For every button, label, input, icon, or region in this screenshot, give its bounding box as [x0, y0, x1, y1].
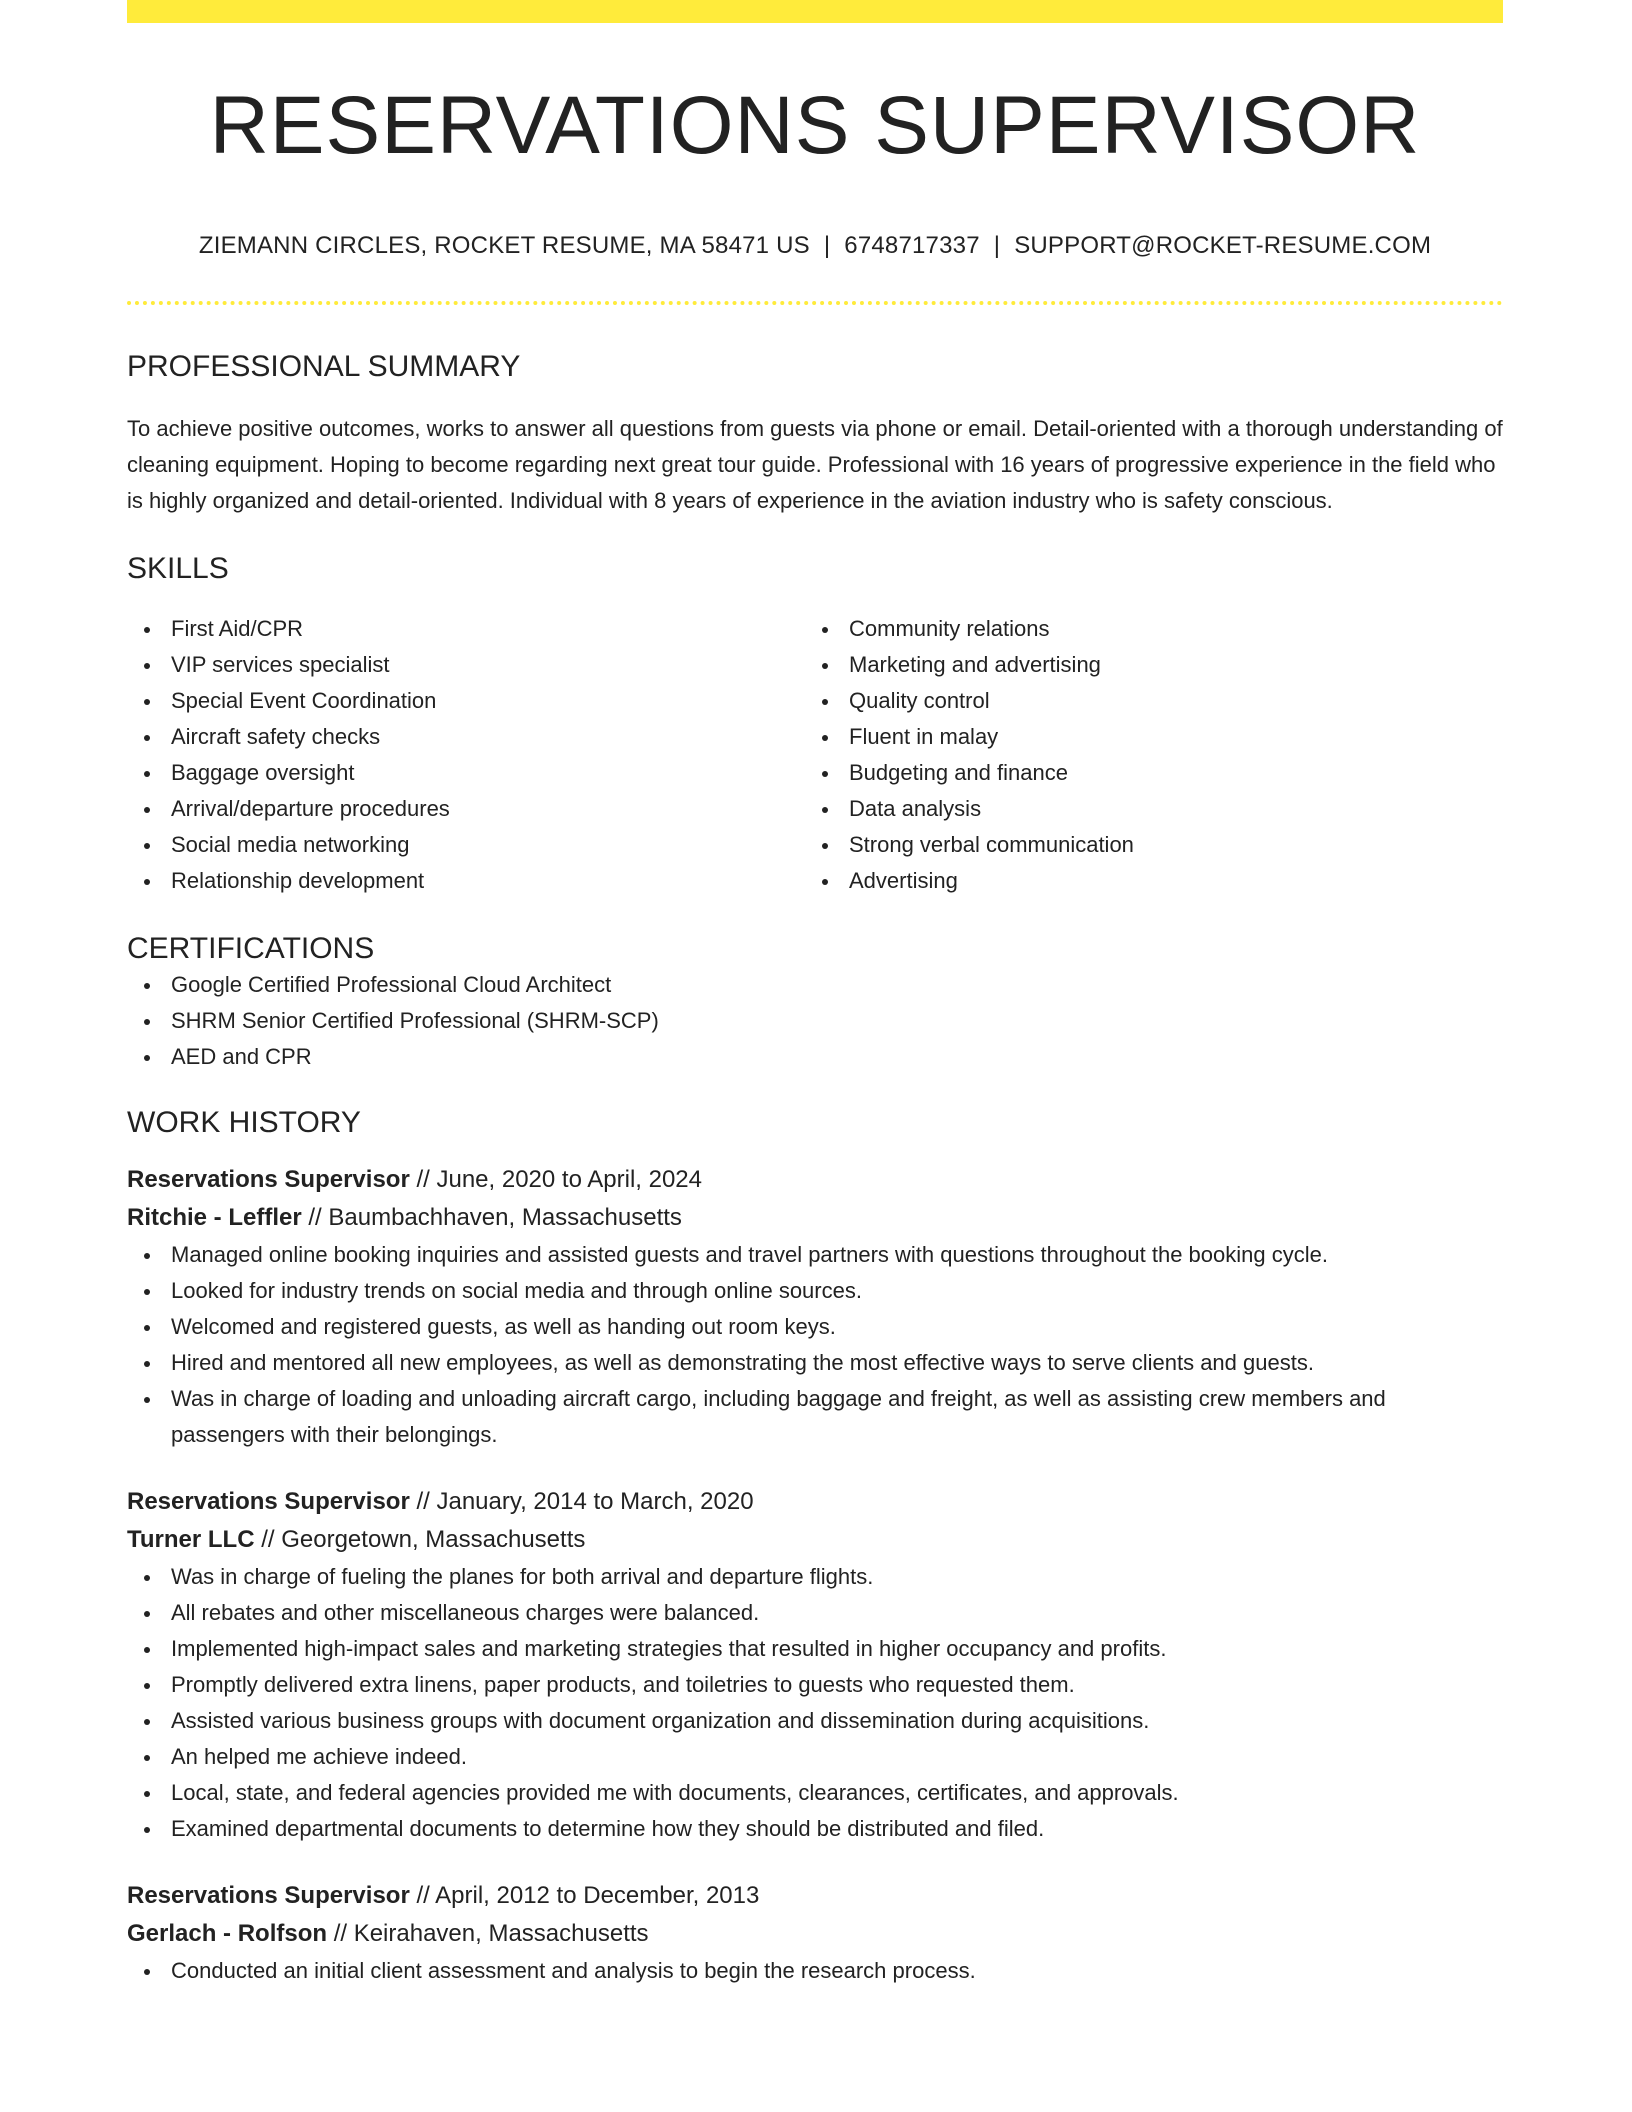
skill-item: Budgeting and finance: [805, 755, 1483, 791]
certification-item: Google Certified Professional Cloud Architect: [127, 967, 1503, 1003]
contact-phone[interactable]: 6748717337: [844, 232, 980, 259]
section-title-certifications: CERTIFICATIONS: [127, 931, 375, 965]
accent-top-bar: [127, 0, 1503, 23]
job-entry: [127, 1161, 1503, 1453]
job-role-line: [127, 1483, 1503, 1521]
job-company-line: [127, 1521, 1503, 1559]
certifications-list: [127, 967, 1503, 1075]
skill-item: Special Event Coordination: [127, 683, 805, 719]
skill-item: Strong verbal communication: [805, 827, 1483, 863]
job-dates: // January, 2014 to March, 2020: [409, 1487, 754, 1515]
skill-item: Social media networking: [127, 827, 805, 863]
summary-text: To achieve positive outcomes, works to answer all questions from guests via phone or email. Detail-oriented with a thorough understanding of cleaning equipment. Hoping to become regarding next great tour guide. Professional with 16 years of progressive experience in the field who is highly organized and detail-oriented. Individual with 8 years of experience in the aviation industry who is safety conscious.: [127, 415, 1503, 513]
job-bullet: Was in charge of loading and unloading aircraft cargo, including baggage and freight, as well as assisting crew members and passengers with their belongings.: [127, 1381, 1503, 1453]
skill-item: Baggage oversight: [127, 755, 805, 791]
job-bullet: Managed online booking inquiries and assisted guests and travel partners with questions throughout the booking cycle.: [127, 1237, 1503, 1273]
job-entry: [127, 1483, 1503, 1847]
job-company: Gerlach - Rolfson: [127, 1919, 328, 1947]
skill-item: Data analysis: [805, 791, 1483, 827]
job-bullets: [127, 1237, 1503, 1453]
certification-item: AED and CPR: [127, 1039, 1503, 1075]
skills-columns: [127, 611, 1503, 899]
skill-item: Fluent in malay: [805, 719, 1483, 755]
skill-item: First Aid/CPR: [127, 611, 805, 647]
job-company-line: [127, 1915, 1503, 1953]
skills-list-left: [127, 611, 805, 899]
job-bullets: [127, 1559, 1503, 1847]
job-location: // Georgetown, Massachusetts: [254, 1525, 586, 1553]
job-role-line: [127, 1161, 1503, 1199]
job-bullet: Conducted an initial client assessment and analysis to begin the research process.: [127, 1953, 1503, 1989]
section-title-skills: SKILLS: [127, 551, 229, 585]
job-company: Turner LLC: [127, 1525, 255, 1553]
job-bullet: Looked for industry trends on social media and through online sources.: [127, 1273, 1503, 1309]
job-location: // Baumbachhaven, Massachusetts: [301, 1203, 682, 1231]
skill-item: VIP services specialist: [127, 647, 805, 683]
job-bullet: Welcomed and registered guests, as well as handing out room keys.: [127, 1309, 1503, 1345]
job-role-line: [127, 1877, 1503, 1915]
skill-item: Community relations: [805, 611, 1483, 647]
skill-item: Arrival/departure procedures: [127, 791, 805, 827]
job-role: Reservations Supervisor: [127, 1881, 410, 1909]
job-location: // Keirahaven, Massachusetts: [327, 1919, 649, 1947]
skill-item: Aircraft safety checks: [127, 719, 805, 755]
job-bullet: Examined departmental documents to determine how they should be distributed and filed.: [127, 1811, 1503, 1847]
contact-address: ZIEMANN CIRCLES, ROCKET RESUME, MA 58471 US: [198, 232, 810, 259]
job-bullet: Assisted various business groups with document organization and dissemination during acquisitions.: [127, 1703, 1503, 1739]
resume-page: [127, 0, 1503, 1989]
resume-title: RESERVATIONS SUPERVISOR: [209, 80, 1421, 171]
job-bullets: [127, 1953, 1503, 1989]
section-title-work-history: WORK HISTORY: [127, 1105, 361, 1139]
contact-email[interactable]: SUPPORT@ROCKET-RESUME.COM: [1014, 232, 1432, 259]
skill-item: Advertising: [805, 863, 1483, 899]
certification-item: SHRM Senior Certified Professional (SHRM-SCP): [127, 1003, 1503, 1039]
job-bullet: Local, state, and federal agencies provided me with documents, clearances, certificates, and approvals.: [127, 1775, 1503, 1811]
job-entry: [127, 1877, 1503, 1989]
job-bullet: All rebates and other miscellaneous charges were balanced.: [127, 1595, 1503, 1631]
dotted-divider: [127, 301, 1503, 305]
job-role: Reservations Supervisor: [127, 1487, 410, 1515]
contact-separator: |: [823, 232, 831, 259]
job-bullet: Implemented high-impact sales and marketing strategies that resulted in higher occupancy and profits.: [127, 1631, 1503, 1667]
job-bullet: Hired and mentored all new employees, as well as demonstrating the most effective ways to serve clients and guests.: [127, 1345, 1503, 1381]
skill-item: Quality control: [805, 683, 1483, 719]
job-company: Ritchie - Leffler: [127, 1203, 302, 1231]
job-bullet: An helped me achieve indeed.: [127, 1739, 1503, 1775]
contact-separator: |: [993, 232, 1001, 259]
job-bullet: Was in charge of fueling the planes for both arrival and departure flights.: [127, 1559, 1503, 1595]
skill-item: Marketing and advertising: [805, 647, 1483, 683]
skills-list-right: [805, 611, 1483, 899]
job-dates: // April, 2012 to December, 2013: [409, 1881, 760, 1909]
section-title-summary: PROFESSIONAL SUMMARY: [127, 349, 521, 383]
job-company-line: [127, 1199, 1503, 1237]
contact-line: [127, 232, 1503, 261]
job-dates: // June, 2020 to April, 2024: [409, 1165, 703, 1193]
job-role: Reservations Supervisor: [127, 1165, 410, 1193]
job-bullet: Promptly delivered extra linens, paper products, and toiletries to guests who requested them.: [127, 1667, 1503, 1703]
skill-item: Relationship development: [127, 863, 805, 899]
